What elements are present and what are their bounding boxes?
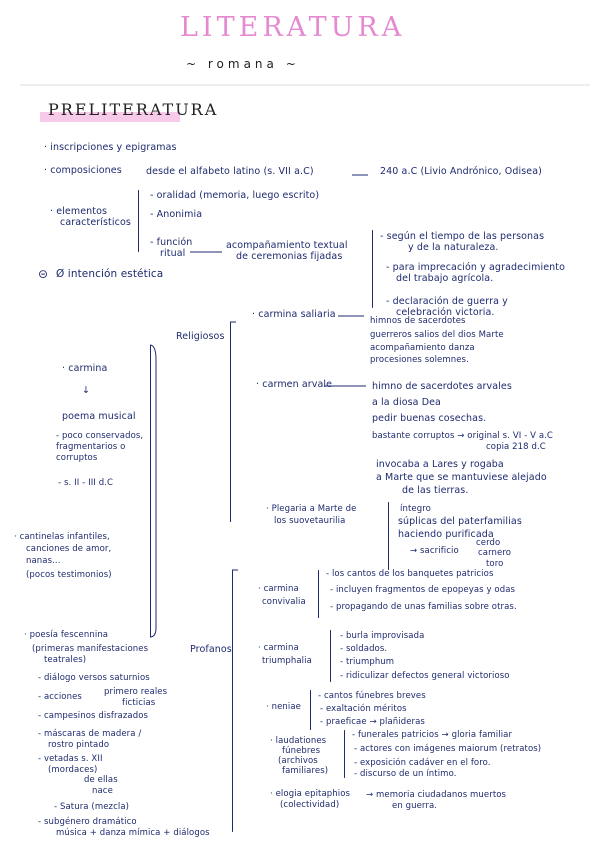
- left-fes-12: nace: [92, 786, 113, 796]
- left-fes-5a: primero reales: [104, 687, 168, 697]
- left-fes-10: (mordaces): [48, 765, 98, 775]
- intro-oralidad: - oralidad (memoria, luego escrito): [150, 190, 320, 201]
- left-poema-1: poema musical: [62, 411, 136, 422]
- arval-5: copia 218 d.C: [486, 442, 546, 452]
- ritual-3a: - declaración de guerra y: [386, 296, 508, 307]
- tri-4: - ridiculizar defectos general victorioso: [340, 671, 510, 681]
- left-poema-3: fragmentarios o: [56, 442, 126, 452]
- plegaria-item-3: haciendo purificada: [398, 529, 494, 540]
- left-carmina: · carmina: [62, 363, 108, 374]
- salia-1: himnos de sacerdotes: [370, 316, 466, 326]
- intro-acomp-1: acompañamiento textual: [226, 240, 348, 251]
- neniae-2: - exaltación méritos: [320, 704, 407, 714]
- salia-3: acompañamiento danza: [370, 343, 475, 353]
- circle-icon: ⊝: [38, 267, 49, 281]
- ritual-1a: - según el tiempo de las personas: [380, 231, 545, 242]
- left-cant-1: · cantinelas infantiles,: [14, 532, 110, 542]
- elogia-label-1: · elogia epitaphios: [270, 789, 351, 799]
- left-siglos: - s. II - III d.C: [58, 478, 114, 488]
- left-fes-14: - subgénero dramático: [38, 817, 137, 827]
- tri-label-1: · carmina: [258, 643, 299, 653]
- neniae-1: - cantos fúnebres breves: [318, 691, 426, 701]
- left-fes-3: teatrales): [44, 655, 87, 665]
- ritual-2a: - para imprecación y agradecimiento: [386, 262, 566, 273]
- profanos-label: Profanos: [190, 644, 232, 655]
- laud-2: - actores con imágenes maiorum (retratos): [354, 744, 542, 754]
- intro-alfabeto: desde el alfabeto latino (s. VII a.C): [146, 166, 314, 177]
- intro-elementos-2: característicos: [60, 217, 131, 228]
- salia-4: procesiones solemnes.: [370, 355, 469, 365]
- subtitle: ~ romana ~: [186, 57, 300, 71]
- salia-label: · carmina saliaria: [252, 309, 336, 320]
- left-fes-6: - campesinos disfrazados: [38, 711, 149, 721]
- intro-intencion: Ø intención estética: [56, 268, 164, 280]
- arval-3: pedir buenas cosechas.: [372, 413, 487, 424]
- conv-label-2: convivalia: [262, 597, 306, 607]
- intro-inscripciones: · inscripciones y epigramas: [44, 142, 177, 153]
- arval-label: · carmen arvale: [256, 379, 333, 390]
- left-poema-2: - poco conservados,: [56, 431, 144, 441]
- intro-composiciones: · composiciones: [44, 165, 122, 176]
- left-fes-9: - vetadas s. XII: [38, 754, 103, 764]
- tri-2: - soldados.: [340, 644, 388, 654]
- section-title: PRELITERATURA: [48, 100, 219, 119]
- left-fes-15: música + danza mímica + diálogos: [56, 828, 210, 838]
- plegaria-item-4: → sacrificio: [410, 546, 459, 556]
- elogia-label-2: (colectividad): [280, 800, 340, 810]
- plegaria-item-2: súplicas del paterfamilias: [398, 516, 522, 527]
- tri-1: - burla improvisada: [340, 631, 425, 641]
- arval-1: himno de sacerdotes arvales: [372, 381, 512, 392]
- left-poema-4: corruptos: [56, 453, 98, 463]
- religiosos-label: Religiosos: [176, 331, 225, 342]
- intro-anonimia: - Anonimia: [150, 209, 203, 220]
- plegaria-2: los suovetaurilia: [274, 516, 346, 526]
- tri-label-2: triumphalia: [262, 656, 312, 666]
- left-fes-13: - Satura (mezcla): [54, 802, 130, 812]
- ritual-2b: del trabajo agrícola.: [396, 273, 494, 284]
- left-fes-4: - diálogo versos saturnios: [38, 673, 150, 683]
- left-cant-2: canciones de amor,: [26, 544, 112, 554]
- laud-label-4: familiares): [282, 766, 329, 776]
- laud-label-2: fúnebres: [282, 746, 321, 756]
- conv-1: - los cantos de los banquetes patricios: [326, 569, 494, 579]
- conv-3: - propagando de unas familias sobre otras.: [330, 602, 517, 612]
- elogia-1: → memoria ciudadanos muertos: [366, 790, 507, 800]
- plegaria-item-1: íntegro: [400, 504, 431, 514]
- left-fes-1: · poesía fescennina: [24, 630, 109, 640]
- plegaria-item-5: cerdo: [476, 538, 501, 548]
- left-fes-11: de ellas: [84, 775, 118, 785]
- laud-3: - exposición cadáver en el foro.: [354, 758, 491, 768]
- page-title: LITERATURA: [180, 12, 406, 43]
- arval-2: a la diosa Dea: [372, 397, 441, 408]
- conv-2: - incluyen fragmentos de epopeyas y odas: [330, 585, 516, 595]
- tri-3: - triumphum: [340, 657, 395, 667]
- laud-4: - discurso de un íntimo.: [354, 769, 457, 779]
- neniae-label: · neniae: [266, 702, 302, 712]
- left-fes-8: rostro pintado: [48, 740, 110, 750]
- conv-label-1: · carmina: [258, 584, 299, 594]
- neniae-3: - praeficae → plañideras: [320, 717, 425, 727]
- arval-8: de las tierras.: [402, 485, 469, 496]
- arval-7: a Marte que se mantuviese alejado: [376, 472, 547, 483]
- ritual-1b: y de la naturaleza.: [408, 242, 499, 253]
- left-cant-3: nanas...: [26, 556, 61, 566]
- intro-acomp-2: de ceremonias fijadas: [236, 251, 343, 262]
- plegaria-item-6: carnero: [478, 548, 512, 558]
- arval-6: invocaba a Lares y rogaba: [376, 459, 504, 470]
- elogia-2: en guerra.: [392, 801, 438, 811]
- intro-fecha: 240 a.C (Livio Andrónico, Odisea): [380, 166, 542, 177]
- laud-label-1: · laudationes: [270, 736, 327, 746]
- left-fes-7: - máscaras de madera /: [38, 729, 142, 739]
- laud-label-3: (archivos: [278, 756, 318, 766]
- left-fes-5: - acciones: [38, 692, 82, 702]
- intro-funcion-1: - función: [150, 237, 193, 248]
- down-arrow-icon: ↓: [82, 385, 91, 396]
- intro-funcion-2: ritual: [160, 248, 186, 259]
- left-cant-4: (pocos testimonios): [26, 570, 112, 580]
- plegaria-1: · Plegaria a Marte de: [266, 504, 357, 514]
- left-fes-2: (primeras manifestaciones: [32, 644, 149, 654]
- laud-1: - funerales patricios → gloria familiar: [352, 730, 513, 740]
- left-fes-5b: ficticias: [122, 698, 156, 708]
- ritual-3b: celebración victoria.: [396, 307, 495, 318]
- intro-elementos-1: · elementos: [50, 206, 108, 217]
- salia-2: guerreros salios del dios Marte: [370, 330, 504, 340]
- plegaria-item-7: toro: [486, 559, 504, 569]
- arval-4: bastante corruptos → original s. VI - V a.C: [372, 431, 553, 441]
